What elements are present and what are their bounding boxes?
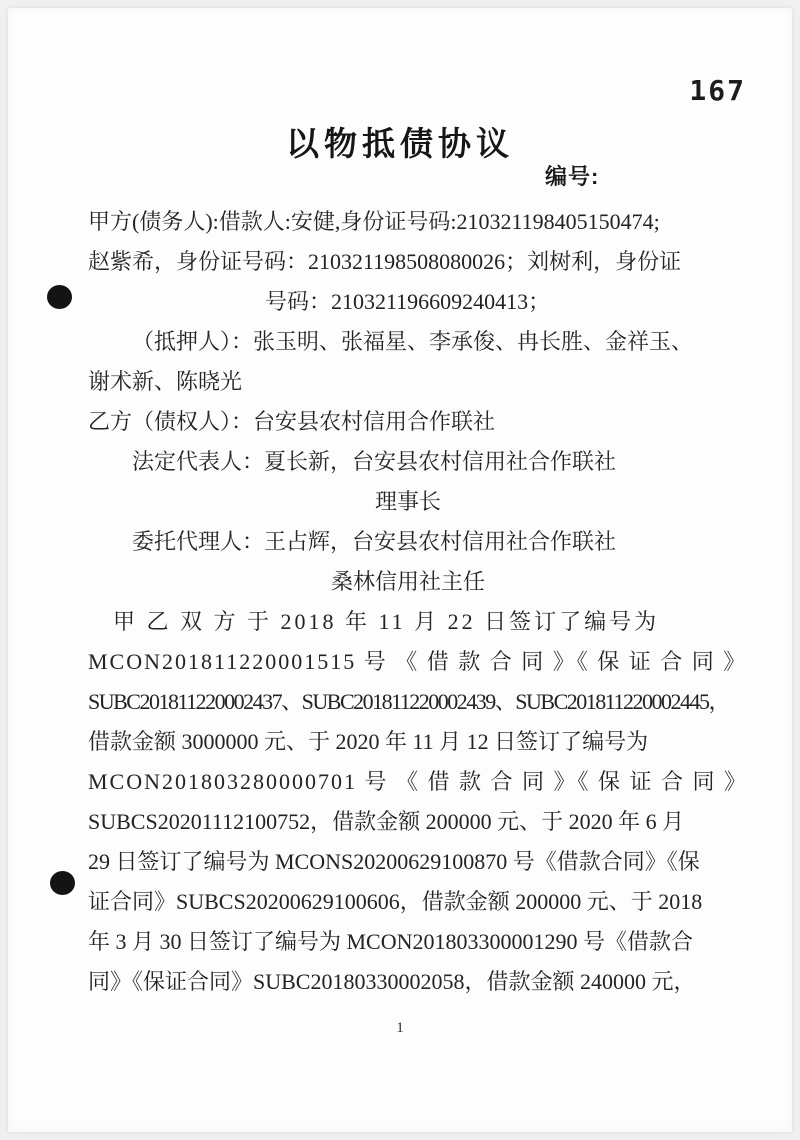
document-line: 甲方(债务人):借款人:安健,身份证号码:210321198405150474; — [88, 209, 660, 234]
document-line: 乙方（债权人）：台安县农村信用合作联社 — [88, 409, 496, 434]
document-line: 桑林信用社主任 — [330, 569, 485, 594]
number-label: 编号: — [545, 164, 600, 189]
document-line: 法定代表人：夏长新，台安县农村信用社合作联社 — [132, 449, 617, 474]
hole-punch-icon — [47, 285, 72, 309]
corner-page-number: 167 — [689, 74, 746, 107]
document-title: 以物抵债协议 — [286, 125, 514, 162]
document-line: 29 日签订了编号为 MCONS20200629100870 号《借款合同》《保 — [88, 849, 700, 874]
document-page — [8, 8, 792, 1132]
document-line: 理事长 — [374, 489, 441, 514]
document-line: SUBCS20201112100752，借款金额 200000 元、于 2020 年 6 月 — [88, 809, 685, 834]
document-line: 赵紫希，身份证号码：210321198508080026；刘树利，身份证 — [88, 249, 682, 274]
footer-page-number: 1 — [396, 1020, 404, 1036]
document-line: 谢术新、陈晓光 — [88, 369, 243, 394]
document-line: 同》《保证合同》SUBC20180330002058，借款金额 240000 元， — [88, 969, 696, 994]
document-line: MCON201803280000701 号 《 借 款 合 同 》《 保 证 合 同 》 — [88, 769, 749, 794]
document-line: 号码：210321196609240413； — [265, 289, 551, 314]
document-body — [88, 202, 749, 1002]
document-line: SUBC201811220002437、SUBC201811220002439、SUBC201811220002445， — [88, 689, 729, 714]
document-line: 甲 乙 双 方 于 2018 年 11 月 22 日签订了编号为 — [113, 609, 660, 634]
document-line: 证合同》SUBCS20200629100606，借款金额 200000 元、于 2018 — [88, 889, 703, 914]
document-line: MCON201811220001515 号 《 借 款 合 同 》《 保 证 合 同 》 — [88, 649, 748, 674]
document-line: 年 3 月 30 日签订了编号为 MCON201803300001290 号《借款合 — [88, 929, 694, 954]
document-line: 借款金额 3000000 元、于 2020 年 11 月 12 日签订了编号为 — [88, 729, 649, 754]
document-line: （抵押人）：张玉明、张福星、李承俊、冉长胜、金祥玉、 — [132, 329, 694, 354]
document-line: 委托代理人：王占辉，台安县农村信用社合作联社 — [132, 529, 617, 554]
hole-punch-icon — [50, 871, 75, 895]
